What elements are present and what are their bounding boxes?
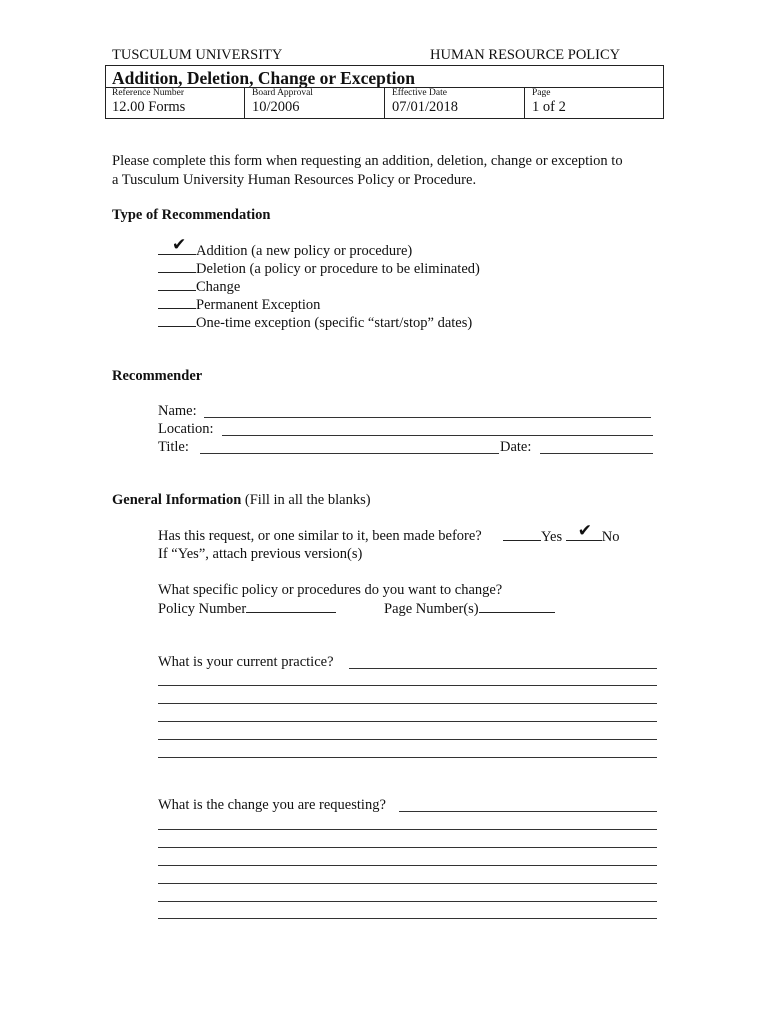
no-blank[interactable] (566, 521, 602, 541)
title-label: Title: (158, 439, 189, 455)
check-mark-icon: ✔ (577, 521, 592, 541)
option-blank[interactable] (158, 278, 196, 291)
current-practice-line[interactable] (158, 739, 657, 740)
current-practice-line[interactable] (158, 757, 657, 758)
policy-number-line (158, 600, 336, 618)
type-heading: Type of Recommendation (112, 207, 271, 223)
box-divider (524, 87, 525, 118)
page-number-label: Page Number(s) (384, 601, 479, 617)
name-label: Name: (158, 403, 197, 419)
option-label: Change (196, 279, 241, 295)
university-name: TUSCULUM UNIVERSITY (112, 47, 283, 63)
location-field[interactable] (222, 435, 653, 436)
policy-type: HUMAN RESOURCE POLICY (430, 47, 621, 63)
general-heading: General Information (112, 492, 242, 508)
option-label: Addition (a new policy or procedure) (196, 243, 413, 259)
page-number-line (384, 600, 555, 618)
yes-blank[interactable] (503, 528, 541, 541)
current-practice-line[interactable] (349, 668, 657, 669)
change-requested-line[interactable] (158, 918, 657, 919)
change-requested-line[interactable] (399, 811, 657, 812)
general-heading-note: (Fill in all the blanks) (244, 492, 371, 508)
page-value: 1 of 2 (532, 99, 566, 115)
name-field[interactable] (204, 417, 651, 418)
yes-label: Yes (541, 529, 563, 545)
option-label: Permanent Exception (196, 297, 321, 313)
title-field[interactable] (200, 453, 499, 454)
question-current-practice: What is your current practice? (158, 654, 334, 670)
question-change-requested: What is the change you are requesting? (158, 797, 386, 813)
option-blank[interactable] (158, 260, 196, 273)
check-mark-icon: ✔ (172, 235, 187, 255)
option-deletion[interactable] (158, 260, 480, 278)
option-label: Deletion (a policy or procedure to be eliminated) (196, 261, 480, 277)
option-blank[interactable] (158, 314, 196, 327)
box-divider (244, 87, 245, 118)
current-practice-line[interactable] (158, 703, 657, 704)
change-requested-line[interactable] (158, 829, 657, 830)
reference-number-label: Reference Number (112, 88, 185, 98)
previous-version-note: If “Yes”, attach previous version(s) (158, 546, 363, 562)
policy-number-label: Policy Number (158, 601, 247, 617)
box-divider (384, 87, 385, 118)
change-requested-line[interactable] (158, 865, 657, 866)
change-requested-line[interactable] (158, 883, 657, 884)
change-requested-line[interactable] (158, 901, 657, 902)
general-heading-line (112, 492, 371, 509)
option-permanent-exception[interactable] (158, 296, 320, 314)
yes-no-answer (503, 521, 620, 546)
no-label: No (601, 529, 620, 545)
policy-info-box (105, 65, 664, 119)
board-approval-label: Board Approval (252, 88, 313, 98)
option-blank[interactable] (158, 235, 196, 255)
option-label: One-time exception (specific “start/stop” dates) (196, 315, 473, 331)
effective-date-label: Effective Date (392, 88, 447, 98)
intro-line-1: Please complete this form when requesting an addition, deletion, change or exception to (112, 153, 623, 169)
option-addition[interactable] (158, 235, 413, 260)
date-label: Date: (500, 439, 532, 455)
current-practice-line[interactable] (158, 685, 657, 686)
page-label: Page (532, 88, 551, 98)
question-made-before: Has this request, or one similar to it, been made before? (158, 528, 482, 544)
reference-number-value: 12.00 Forms (112, 99, 186, 115)
question-policy-change: What specific policy or procedures do you want to change? (158, 582, 503, 598)
location-label: Location: (158, 421, 214, 437)
change-requested-line[interactable] (158, 847, 657, 848)
recommender-heading: Recommender (112, 368, 203, 384)
date-field[interactable] (540, 453, 653, 454)
option-one-time-exception[interactable] (158, 314, 472, 332)
option-change[interactable] (158, 278, 240, 296)
option-blank[interactable] (158, 296, 196, 309)
intro-line-2: a Tusculum University Human Resources Policy or Procedure. (112, 172, 477, 188)
board-approval-value: 10/2006 (252, 99, 300, 115)
form-title: Addition, Deletion, Change or Exception (112, 68, 416, 88)
current-practice-line[interactable] (158, 721, 657, 722)
page-number-field[interactable] (479, 600, 555, 613)
effective-date-value: 07/01/2018 (392, 99, 459, 115)
policy-number-field[interactable] (246, 600, 336, 613)
